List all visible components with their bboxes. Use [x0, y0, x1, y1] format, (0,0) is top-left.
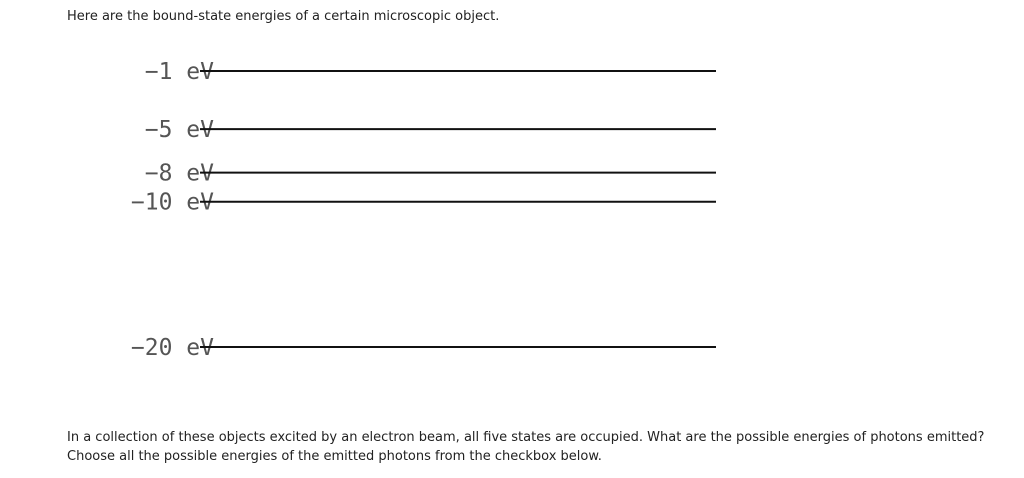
energy-level	[145, 161, 716, 187]
energy-level-label: −1 eV	[144, 59, 214, 85]
energy-levels	[131, 59, 716, 361]
energy-level-label: −20 eV	[130, 335, 214, 361]
energy-level-label: −8 eV	[144, 160, 214, 187]
energy-level-label: −5 eV	[144, 117, 214, 144]
energy-level	[145, 59, 716, 85]
question-line-2: Choose all the possible energies of the emitted photons from the checkbox below.	[67, 449, 602, 464]
energy-level	[131, 190, 716, 216]
intro-text: Here are the bound-state energies of a certain microscopic object.	[67, 9, 500, 24]
question-text	[67, 428, 1007, 466]
energy-level-label: −10 eV	[130, 189, 214, 216]
question-line-1: In a collection of these objects excited by an electron beam, all five states are occupied. What are the possible energies of photons emitted?	[67, 430, 985, 445]
energy-level	[145, 117, 716, 143]
energy-level	[131, 335, 716, 361]
